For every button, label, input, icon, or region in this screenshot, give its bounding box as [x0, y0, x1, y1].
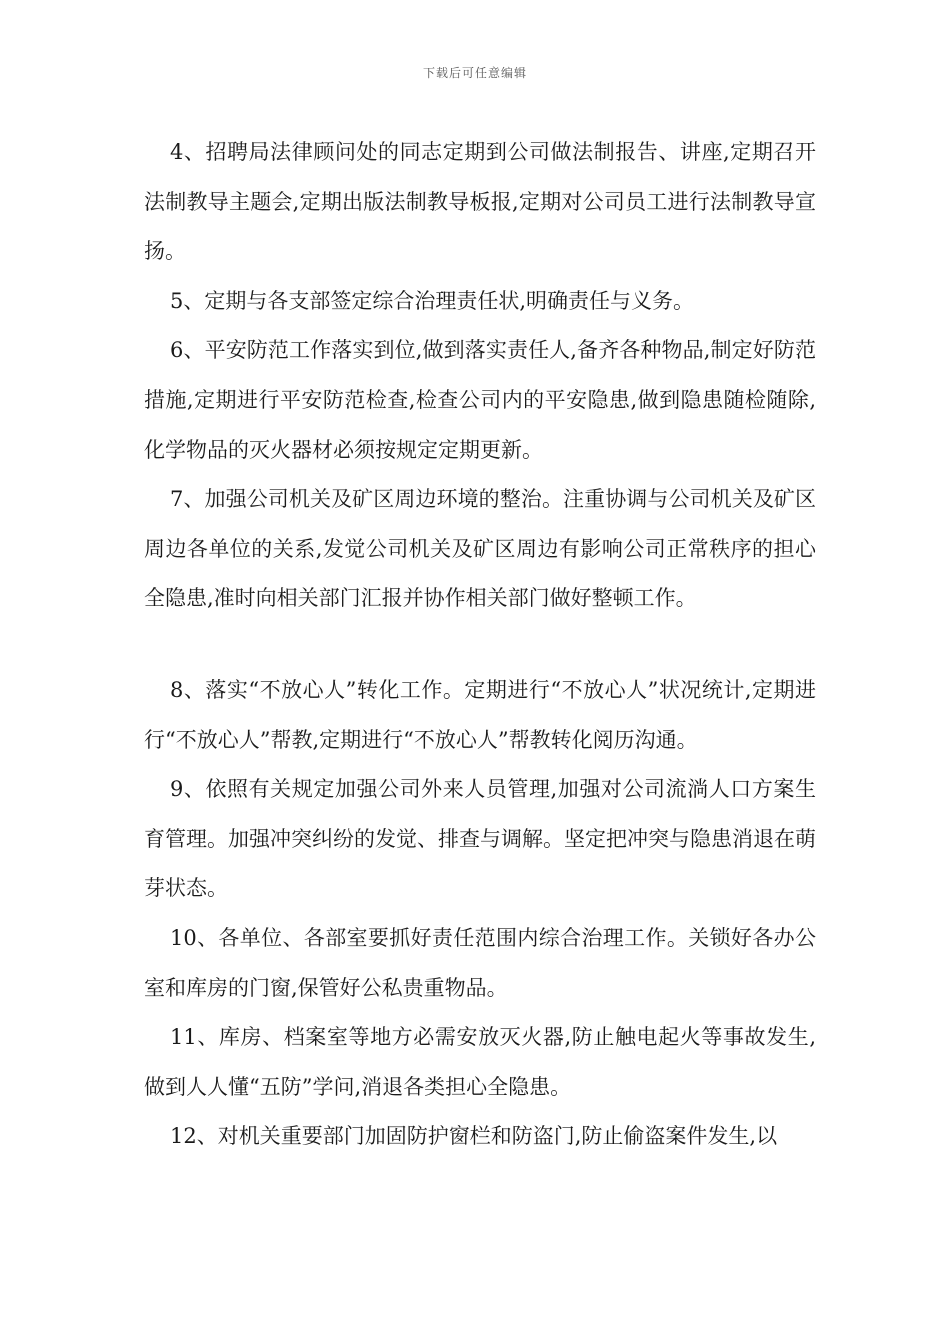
paragraph-7: 7、加强公司机关及矿区周边环境的整治。注重协调与公司机关及矿区周边各单位的关系,发觉公司机关及矿区周边有影响公司正常秩序的担心全隐患,准时向相关部门汇报并协作相关部门做好整顿工作。: [144, 487, 816, 611]
paragraph-8: 8、落实“不放心人”转化工作。定期进行“不放心人”状况统计,定期进行“不放心人”帮教,定期进行“不放心人”帮教转化阅历沟通。: [144, 677, 816, 752]
paragraph-12: 12、对机关重要部门加固防护窗栏和防盗门,防止偷盗案件发生,以: [170, 1124, 778, 1149]
paragraph-5: 5、定期与各支部签定综合治理责任状,明确责任与义务。: [170, 288, 695, 313]
header-note: 下载后可任意编辑: [422, 66, 527, 80]
paragraph-10: 10、各单位、各部室要抓好责任范围内综合治理工作。关锁好各办公室和库房的门窗,保管好公私贵重物品。: [144, 925, 816, 1000]
paragraph-6: 6、平安防范工作落实到位,做到落实责任人,备齐各种物品,制定好防范措施,定期进行平安防范检查,检查公司内的平安隐患,做到隐患随检随除,化学物品的灭火器材必须按规定定期更新。: [144, 338, 816, 462]
paragraph-9: 9、依照有关规定加强公司外来人员管理,加强对公司流淌人口方案生育管理。加强冲突纠纷的发觉、排查与调解。坚定把冲突与隐患消退在萌芽状态。: [144, 777, 816, 901]
paragraph-11: 11、库房、档案室等地方必需安放灭火器,防止触电起火等事故发生,做到人人懂“五防”学问,消退各类担心全隐患。: [144, 1025, 816, 1099]
paragraph-4: 4、招聘局法律顾问处的同志定期到公司做法制报告、讲座,定期召开法制教导主题会,定期出版法制教导板报,定期对公司员工进行法制教导宣扬。: [144, 140, 816, 264]
document-body: [144, 128, 816, 1162]
